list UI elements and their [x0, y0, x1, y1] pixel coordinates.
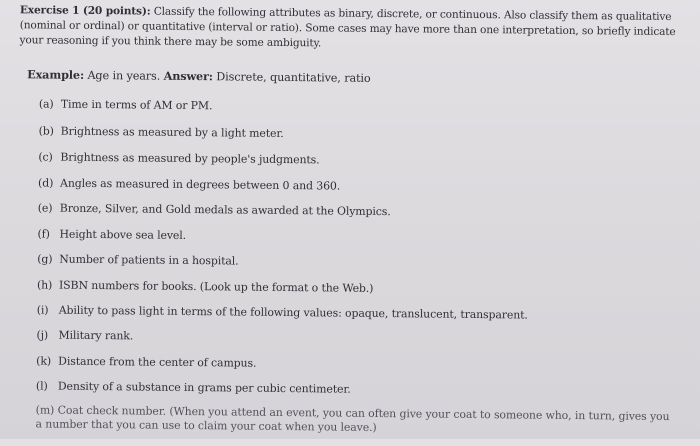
- item-label: (j): [36, 328, 49, 342]
- item-label: (i): [36, 303, 49, 317]
- item-text: Angles as measured in degrees between 0 and 360.: [60, 176, 341, 193]
- list-item: [37, 227, 186, 242]
- item-label: (a): [38, 97, 54, 111]
- item-text: Ability to pass light in terms of the following values: opaque, translucent, transparent.: [58, 303, 528, 322]
- item-text: Coat check number. (When you attend an event, you can often give your coat to someone who, in turn, gives you a number that you can use to claim your coat when you leave.): [35, 403, 670, 434]
- item-label: (f): [37, 227, 50, 241]
- example-question: Age in years.: [83, 68, 164, 83]
- item-label: (k): [36, 354, 52, 368]
- item-label: (m): [35, 403, 55, 417]
- item-label: (c): [38, 150, 53, 164]
- item-label: (h): [36, 278, 53, 292]
- exercise-intro: [19, 3, 687, 55]
- list-item: [37, 303, 528, 321]
- list-item: [39, 124, 284, 140]
- item-label: (d): [38, 176, 54, 190]
- item-text: Height above sea level.: [59, 227, 187, 242]
- list-item: [37, 278, 373, 295]
- item-label: (e): [37, 201, 53, 215]
- item-text: Brightness as measured by a light meter.: [60, 124, 284, 140]
- answer-label: Answer:: [163, 68, 213, 84]
- example-label: Example:: [27, 67, 85, 82]
- list-item: [38, 150, 319, 166]
- item-text: ISBN numbers for books. (Look up the format o the Web.): [58, 278, 374, 295]
- list-item: [36, 379, 351, 395]
- item-text: Density of a substance in grams per cubic centimeter.: [57, 379, 351, 396]
- exercise-title: Exercise 1 (20 points):: [19, 4, 151, 18]
- item-label: (l): [35, 379, 48, 393]
- list-item: [37, 252, 238, 267]
- list-item: [36, 354, 256, 369]
- item-text: Time in terms of AM or PM.: [60, 97, 213, 113]
- list-item: [38, 201, 391, 218]
- list-item: [39, 97, 213, 112]
- example-answer: Discrete, quantitative, ratio: [212, 70, 371, 85]
- item-text: Distance from the center of campus.: [58, 354, 257, 370]
- list-item: [35, 403, 675, 438]
- list-item: [36, 328, 133, 342]
- item-text: Bronze, Silver, and Gold medals as awarded at the Olympics.: [59, 201, 391, 219]
- list-item: [38, 176, 340, 192]
- item-label: (g): [37, 252, 53, 266]
- item-text: Brightness as measured by people's judgments.: [60, 150, 320, 167]
- item-text: Number of patients in a hospital.: [59, 252, 239, 268]
- item-text: Military rank.: [58, 328, 134, 343]
- exercise-instructions: Classify the following attributes as binary, discrete, or continuous. Also classify them as qualitative (nominal or ordinal) or quantitative (interval or ratio). Some cases may have more than one interpretation, so briefly indicate your reasoning if you think there may be some ambiguity.: [19, 5, 676, 50]
- item-label: (b): [38, 124, 54, 138]
- example-line: [27, 67, 371, 85]
